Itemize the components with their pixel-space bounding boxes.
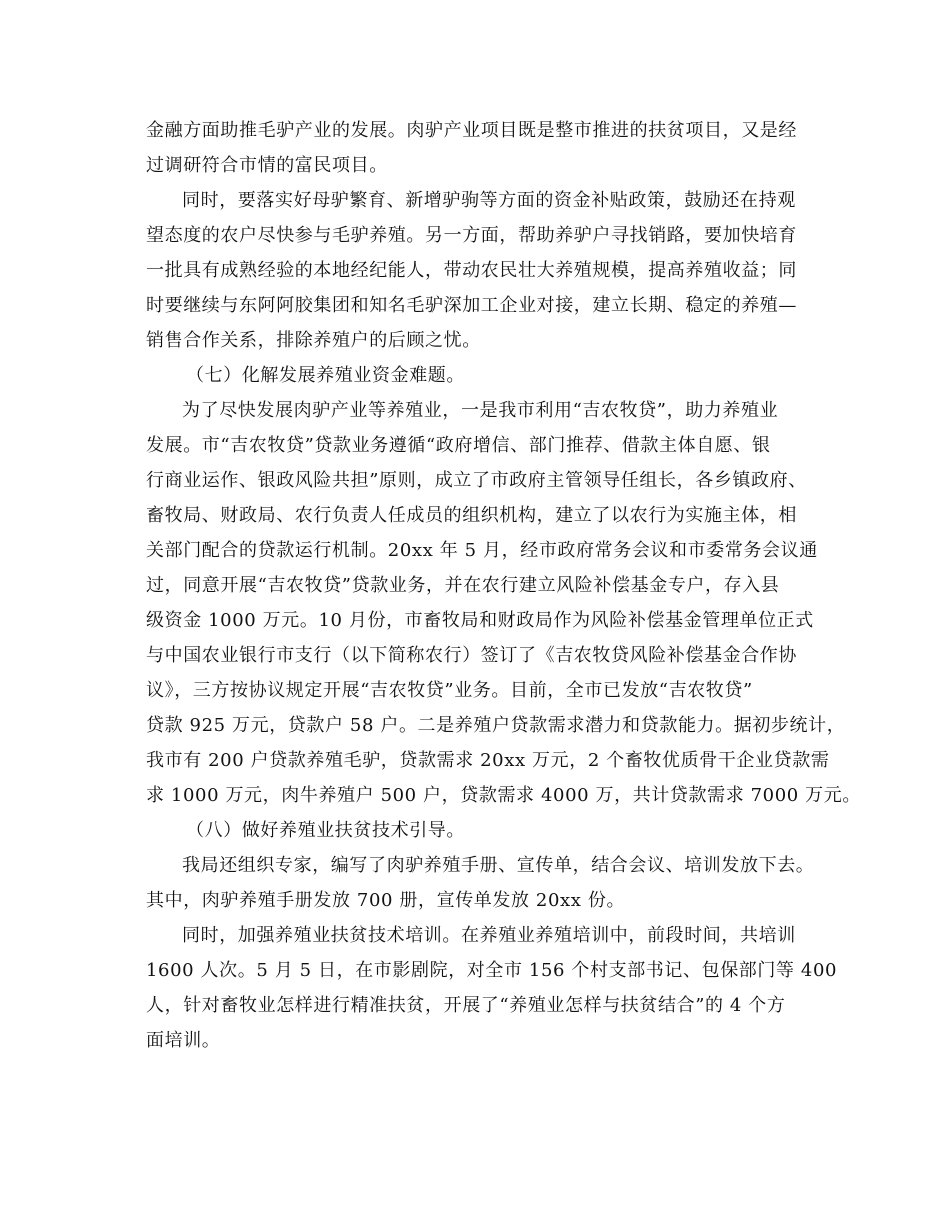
text-line: 求 1000 万元，肉牛养殖户 500 户，贷款需求 4000 万，共计贷款需求 7000 万元。: [146, 785, 861, 806]
section-heading: （八）做好养殖业扶贫技术引导。: [186, 820, 465, 841]
text-line: 贷款 925 万元，贷款户 58 户。二是养殖户贷款需求潜力和贷款能力。据初步统计，: [146, 715, 846, 736]
text-line: 发展。市“吉农牧贷”贷款业务遵循“政府增信、部门推荐、借款主体自愿、银: [146, 435, 771, 456]
text-line: 人，针对畜牧业怎样进行精准扶贫，开展了“养殖业怎样与扶贫结合”的 4 个方: [146, 995, 786, 1016]
text-line: 销售合作关系，排除养殖户的后顾之忧。: [146, 330, 481, 351]
text-line: 与中国农业银行市支行（以下简称农行）签订了《吉农牧贷风险补偿基金合作协: [146, 645, 797, 666]
paragraph-start: 我局还组织专家，编写了肉驴养殖手册、宣传单，结合会议、培训发放下去。: [182, 855, 815, 876]
text-line: 关部门配合的贷款运行机制。20xx 年 5 月，经市政府常务会议和市委常务会议通: [146, 540, 818, 561]
paragraph-start: 为了尽快发展肉驴产业等养殖业，一是我市利用“吉农牧贷”，助力养殖业: [182, 400, 779, 421]
document-body: [146, 116, 861, 1061]
text-line: 行商业运作、银政风险共担”原则，成立了市政府主管领导任组长，各乡镇政府、: [146, 470, 807, 491]
text-line: 一批具有成熟经验的本地经纪能人，带动农民壮大养殖规模，提高养殖收益；同: [146, 260, 797, 281]
text-line: 金融方面助推毛驴产业的发展。肉驴产业项目既是整市推进的扶贫项目，又是经: [146, 120, 797, 141]
text-line: 其中，肉驴养殖手册发放 700 册，宣传单发放 20xx 份。: [146, 890, 626, 911]
section-heading: （七）化解发展养殖业资金难题。: [186, 365, 465, 386]
text-line: 畜牧局、财政局、农行负责人任成员的组织机构，建立了以农行为实施主体，相: [146, 505, 797, 526]
text-line: 过调研符合市情的富民项目。: [146, 155, 388, 176]
paragraph-start: 同时，加强养殖业扶贫技术培训。在养殖业养殖培训中，前段时间，共培训: [182, 925, 796, 946]
text-line: 议》，三方按协议规定开展“吉农牧贷”业务。目前，全市已发放“吉农牧贷”: [146, 680, 753, 701]
text-line: 我市有 200 户贷款养殖毛驴，贷款需求 20xx 万元，2 个畜牧优质骨干企业贷款需: [146, 750, 830, 771]
text-line: 面培训。: [146, 1030, 221, 1051]
text-line: 过，同意开展“吉农牧贷”贷款业务，并在农行建立风险补偿基金专户，存入县: [146, 575, 780, 596]
paragraph-start: 同时，要落实好母驴繁育、新增驴驹等方面的资金补贴政策，鼓励还在持观: [182, 190, 796, 211]
text-line: 1600 人次。5 月 5 日，在市影剧院，对全市 156 个村支部书记、包保部门等 400: [146, 960, 838, 981]
text-line: 级资金 1000 万元。10 月份，市畜牧局和财政局作为风险补偿基金管理单位正式: [146, 610, 814, 631]
text-line: 望态度的农户尽快参与毛驴养殖。另一方面，帮助养驴户寻找销路，要加快培育: [146, 225, 797, 246]
text-line: 时要继续与东阿阿胶集团和知名毛驴深加工企业对接，建立长期、稳定的养殖—: [146, 295, 797, 316]
